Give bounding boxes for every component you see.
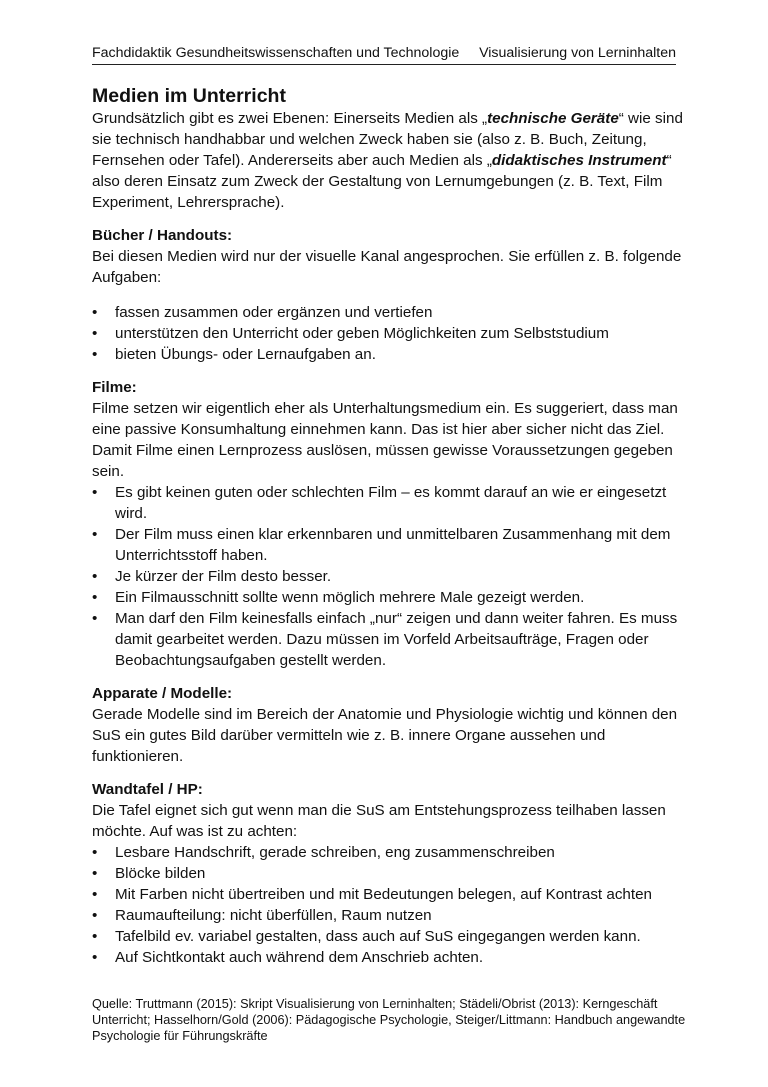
page-title: Medien im Unterricht	[92, 85, 286, 107]
intro-text-1: Grundsätzlich gibt es zwei Ebenen: Einerseits Medien als „	[92, 110, 488, 127]
intro-emphasis-2: didaktisches Instrument	[491, 152, 667, 169]
list-item: • Blöcke bilden	[92, 863, 688, 884]
intro-paragraph	[92, 108, 688, 213]
list-item: • Raumaufteilung: nicht überfüllen, Raum nutzen	[92, 905, 688, 926]
list-item: • bieten Übungs- oder Lernaufgaben an.	[92, 344, 688, 365]
bullet-list-buecher	[92, 302, 688, 365]
section-text-filme: Filme setzen wir eigentlich eher als Unterhaltungsmedium ein. Es suggeriert, dass man eine passive Konsumhaltung einnehmen kann. Das ist hier aber sicher nicht das Ziel. Damit Filme einen Lernprozess auslösen, müssen gewisse Voraussetzungen gegeben sein.	[92, 400, 678, 480]
intro-emphasis-1: technische Geräte	[487, 110, 619, 127]
intro-text-2: “ wie sind sie technisch handhabbar und welchen Zweck haben sie (also z. B. Buch, Zeitung, Fernsehen oder Tafel). Andererseits aber auch Medien als „	[92, 110, 683, 169]
section-heading-buecher: Bücher / Handouts:	[92, 227, 233, 244]
main-content	[92, 84, 688, 968]
list-item: • fassen zusammen oder ergänzen und vertiefen	[92, 302, 688, 323]
section-heading-wandtafel: Wandtafel / HP:	[92, 781, 203, 798]
section-heading-filme: Filme:	[92, 379, 137, 396]
list-item: • Der Film muss einen klar erkennbaren und unmittelbaren Zusammenhang mit dem Unterrichtsstoff haben.	[92, 524, 688, 566]
section-heading-apparate: Apparate / Modelle:	[92, 685, 233, 702]
list-item: • Je kürzer der Film desto besser.	[92, 566, 688, 587]
list-item: • Auf Sichtkontakt auch während dem Anschrieb achten.	[92, 947, 688, 968]
page-header	[92, 44, 676, 65]
list-item: • Ein Filmausschnitt sollte wenn möglich mehrere Male gezeigt werden.	[92, 587, 688, 608]
header-right: Visualisierung von Lerninhalten	[479, 45, 676, 61]
section-text-wandtafel: Die Tafel eignet sich gut wenn man die SuS am Entstehungsprozess teilhaben lassen möchte. Auf was ist zu achten:	[92, 802, 666, 840]
bullet-list-filme	[92, 482, 688, 671]
list-item: • unterstützen den Unterricht oder geben Möglichkeiten zum Selbststudium	[92, 323, 688, 344]
bullet-list-wandtafel	[92, 842, 688, 968]
source-footnote: Quelle: Truttmann (2015): Skript Visualisierung von Lerninhalten; Städeli/Obrist (2013): Kerngeschäft Unterricht; Hasselhorn/Gold (2006): Pädagogische Psychologie, Steiger/Littmann: Handbuch angewandte Psychologie für Führungskräfte	[92, 997, 686, 1043]
list-item: • Tafelbild ev. variabel gestalten, dass auch auf SuS eingegangen werden kann.	[92, 926, 688, 947]
section-text-buecher: Bei diesen Medien wird nur der visuelle Kanal angesprochen. Sie erfüllen z. B. folgende Aufgaben:	[92, 248, 682, 286]
section-text-apparate: Gerade Modelle sind im Bereich der Anatomie und Physiologie wichtig und können den SuS ein gutes Bild darüber vermitteln wie z. B. innere Organe aussehen und funktionieren.	[92, 706, 678, 765]
list-item: • Mit Farben nicht übertreiben und mit Bedeutungen belegen, auf Kontrast achten	[92, 884, 688, 905]
list-item: • Man darf den Film keinesfalls einfach „nur“ zeigen und dann weiter fahren. Es muss damit gearbeitet werden. Dazu müssen im Vorfeld Arbeitsaufträge, Fragen oder Beobachtungsaufgaben gestellt werden.	[92, 608, 688, 671]
list-item: • Lesbare Handschrift, gerade schreiben, eng zusammenschreiben	[92, 842, 688, 863]
header-left: Fachdidaktik Gesundheitswissenschaften und Technologie	[92, 45, 460, 61]
list-item: • Es gibt keinen guten oder schlechten Film – es kommt darauf an wie er eingesetzt wird.	[92, 482, 688, 524]
intro-text-3: “ also deren Einsatz zum Zweck der Gestaltung von Lernumgebungen (z. B. Text, Film Experiment, Lehrersprache).	[92, 152, 672, 211]
